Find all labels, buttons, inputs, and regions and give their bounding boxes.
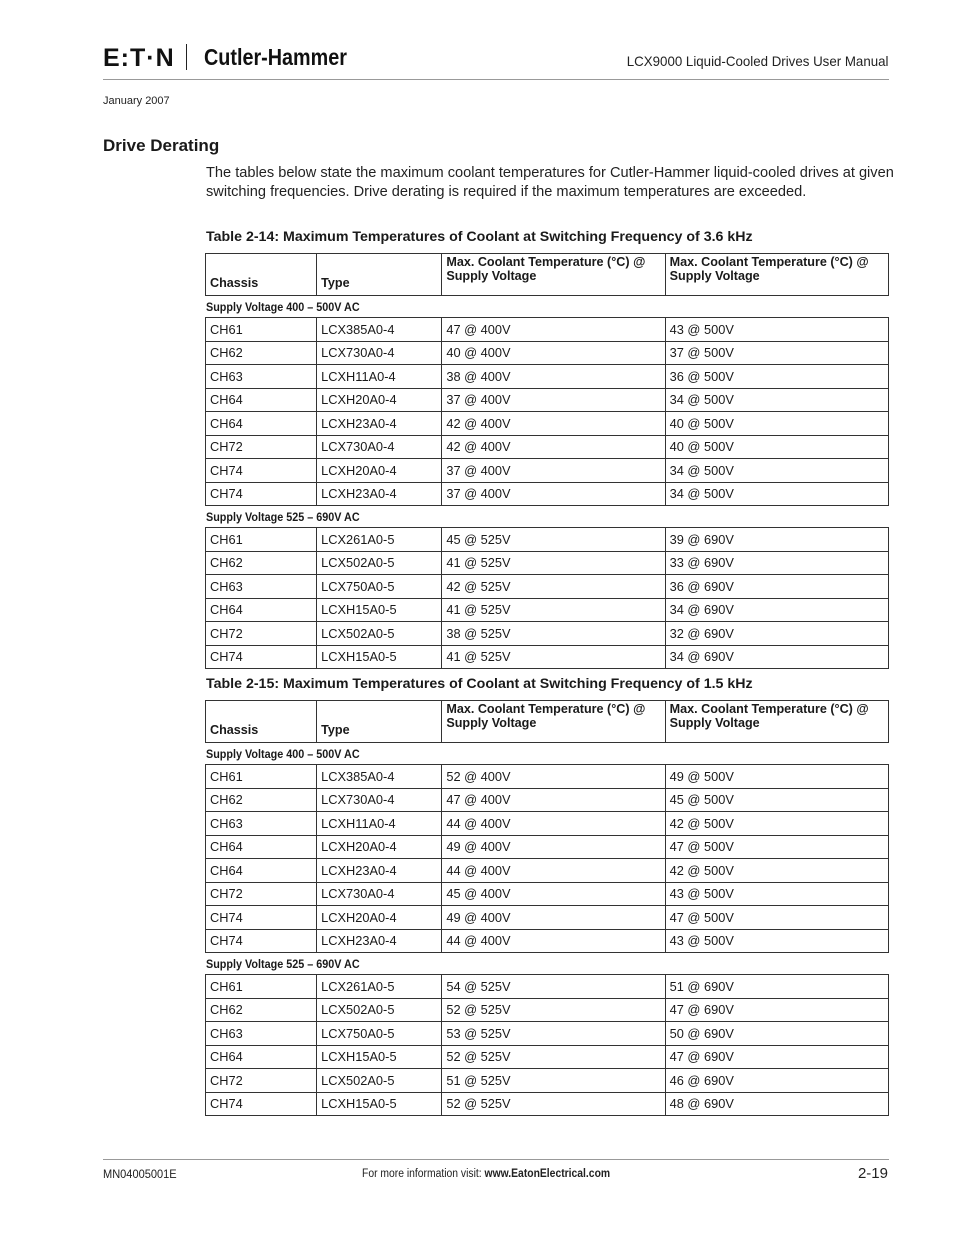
table-row: [206, 1022, 889, 1046]
cell-temp-high: 43 @ 500V: [665, 318, 888, 342]
table-row: [206, 435, 889, 459]
cell-temp-low: 44 @ 400V: [442, 859, 665, 883]
cell-temp-high: 47 @ 500V: [665, 906, 888, 930]
supply-voltage-text: Supply Voltage 525 – 690V AC: [205, 509, 360, 524]
supply-voltage-group-row: [206, 953, 889, 975]
cell-temp-low: 44 @ 400V: [442, 812, 665, 836]
logo-separator: [186, 44, 187, 70]
cell-temp-high: 33 @ 690V: [665, 551, 888, 575]
cell-temp-low: 52 @ 525V: [442, 998, 665, 1022]
cell-temp-high: 34 @ 500V: [665, 459, 888, 483]
cell-type: LCXH20A0-4: [317, 906, 442, 930]
cell-temp-low: 41 @ 525V: [442, 598, 665, 622]
cell-type: LCXH11A0-4: [317, 812, 442, 836]
cell-temp-low: 40 @ 400V: [442, 341, 665, 365]
cell-type: LCXH23A0-4: [317, 482, 442, 506]
cell-type: LCX261A0-5: [317, 975, 442, 999]
cell-temp-high: 51 @ 690V: [665, 975, 888, 999]
cell-temp-high: 43 @ 500V: [665, 929, 888, 953]
cell-temp-low: 42 @ 525V: [442, 575, 665, 599]
cell-temp-high: 43 @ 500V: [665, 882, 888, 906]
table-row: [206, 551, 889, 575]
cell-type: LCX730A0-4: [317, 788, 442, 812]
supply-voltage-group-row: [206, 743, 889, 765]
column-header-type: Type: [317, 701, 442, 743]
cell-chassis: CH64: [206, 859, 317, 883]
cell-temp-low: 53 @ 525V: [442, 1022, 665, 1046]
cell-chassis: CH74: [206, 906, 317, 930]
cell-temp-low: 45 @ 525V: [442, 528, 665, 552]
cell-temp-high: 37 @ 500V: [665, 341, 888, 365]
table-row: [206, 882, 889, 906]
cell-temp-high: 45 @ 500V: [665, 788, 888, 812]
cell-chassis: CH63: [206, 575, 317, 599]
cell-temp-high: 39 @ 690V: [665, 528, 888, 552]
cell-chassis: CH63: [206, 812, 317, 836]
cell-temp-low: 38 @ 400V: [442, 365, 665, 389]
table-row: [206, 459, 889, 483]
cell-temp-low: 49 @ 400V: [442, 906, 665, 930]
cell-temp-high: 34 @ 500V: [665, 482, 888, 506]
table-row: [206, 622, 889, 646]
cell-temp-low: 42 @ 400V: [442, 412, 665, 436]
cell-chassis: CH61: [206, 318, 317, 342]
column-header-chassis: Chassis: [206, 254, 317, 296]
cell-temp-low: 49 @ 400V: [442, 835, 665, 859]
cell-temp-high: 34 @ 500V: [665, 388, 888, 412]
table-caption: Table 2-14: Maximum Temperatures of Coolant at Switching Frequency of 3.6 kHz: [206, 229, 753, 245]
cell-temp-low: 47 @ 400V: [442, 788, 665, 812]
cell-chassis: CH62: [206, 341, 317, 365]
cell-chassis: CH61: [206, 765, 317, 789]
website-link[interactable]: www.EatonElectrical.com: [484, 1168, 611, 1180]
cell-chassis: CH64: [206, 598, 317, 622]
cell-temp-high: 42 @ 500V: [665, 859, 888, 883]
coolant-temp-table-1-5khz: [205, 700, 889, 1116]
column-header-chassis: Chassis: [206, 701, 317, 743]
table-row: [206, 598, 889, 622]
table-row: [206, 528, 889, 552]
table-row: [206, 975, 889, 999]
cell-chassis: CH61: [206, 975, 317, 999]
cell-temp-high: 32 @ 690V: [665, 622, 888, 646]
table-row: [206, 998, 889, 1022]
cell-chassis: CH74: [206, 1092, 317, 1116]
cell-type: LCX750A0-5: [317, 1022, 442, 1046]
cell-type: LCX502A0-5: [317, 551, 442, 575]
manual-title: LCX9000 Liquid-Cooled Drives User Manual: [626, 53, 888, 69]
cell-temp-high: 42 @ 500V: [665, 812, 888, 836]
cell-chassis: CH74: [206, 929, 317, 953]
publication-date: January 2007: [103, 95, 170, 107]
table-row: [206, 1092, 889, 1116]
table-row: [206, 341, 889, 365]
intro-paragraph: The tables below state the maximum coolant temperatures for Cutler-Hammer liquid-cooled drives at given switching frequencies. Drive derating is required if the maximum temperatures are exceeded.: [206, 165, 894, 200]
table-row: [206, 788, 889, 812]
more-info-text: For more information visit:: [362, 1168, 485, 1180]
cell-type: LCXH15A0-5: [317, 598, 442, 622]
cell-temp-high: 47 @ 690V: [665, 998, 888, 1022]
cell-type: LCX730A0-4: [317, 435, 442, 459]
cell-type: LCXH15A0-5: [317, 645, 442, 669]
cell-type: LCX502A0-5: [317, 1069, 442, 1093]
cell-type: LCX385A0-4: [317, 765, 442, 789]
cell-type: LCX750A0-5: [317, 575, 442, 599]
table-row: [206, 929, 889, 953]
eaton-logo: E:T·N: [103, 44, 175, 72]
supply-voltage-group-row: [206, 506, 889, 528]
cell-chassis: CH64: [206, 412, 317, 436]
cell-type: LCX502A0-5: [317, 622, 442, 646]
page-number: 2-19: [857, 1165, 888, 1182]
table-row: [206, 388, 889, 412]
cell-temp-low: 44 @ 400V: [442, 929, 665, 953]
cell-temp-low: 52 @ 525V: [442, 1092, 665, 1116]
cell-temp-low: 51 @ 525V: [442, 1069, 665, 1093]
cell-chassis: CH74: [206, 482, 317, 506]
cell-type: LCXH20A0-4: [317, 835, 442, 859]
supply-voltage-label: [206, 296, 889, 318]
brand-name: Cutler-Hammer: [204, 44, 347, 70]
cell-type: LCXH15A0-5: [317, 1045, 442, 1069]
cell-chassis: CH62: [206, 788, 317, 812]
cell-chassis: CH72: [206, 622, 317, 646]
cell-type: LCX730A0-4: [317, 341, 442, 365]
supply-voltage-text: Supply Voltage 525 – 690V AC: [205, 956, 360, 971]
coolant-temp-table-3-6khz: [205, 253, 889, 669]
table-caption: Table 2-15: Maximum Temperatures of Coolant at Switching Frequency of 1.5 kHz: [206, 676, 753, 692]
cell-chassis: CH63: [206, 1022, 317, 1046]
table-row: [206, 575, 889, 599]
table-row: [206, 412, 889, 436]
cell-temp-low: 45 @ 400V: [442, 882, 665, 906]
table-row: [206, 318, 889, 342]
cell-temp-high: 49 @ 500V: [665, 765, 888, 789]
table-row: [206, 1069, 889, 1093]
cell-chassis: CH64: [206, 1045, 317, 1069]
document-id: MN04005001E: [103, 1167, 177, 1181]
table-row: [206, 859, 889, 883]
cell-chassis: CH63: [206, 365, 317, 389]
cell-temp-low: 52 @ 525V: [442, 1045, 665, 1069]
cell-chassis: CH62: [206, 551, 317, 575]
cell-type: LCX385A0-4: [317, 318, 442, 342]
cell-temp-low: 42 @ 400V: [442, 435, 665, 459]
cell-chassis: CH72: [206, 435, 317, 459]
cell-type: LCXH20A0-4: [317, 388, 442, 412]
section-heading: Drive Derating: [103, 136, 220, 155]
column-header-type: Type: [317, 254, 442, 296]
table-row: [206, 645, 889, 669]
column-header-temp-low: Max. Coolant Temperature (°C) @ Supply Voltage: [442, 254, 665, 296]
table-row: [206, 365, 889, 389]
cell-chassis: CH61: [206, 528, 317, 552]
cell-temp-high: 34 @ 690V: [665, 645, 888, 669]
cell-type: LCXH11A0-4: [317, 365, 442, 389]
cell-temp-high: 50 @ 690V: [665, 1022, 888, 1046]
cell-type: LCX730A0-4: [317, 882, 442, 906]
cell-temp-high: 46 @ 690V: [665, 1069, 888, 1093]
cell-temp-low: 41 @ 525V: [442, 645, 665, 669]
cell-temp-low: 41 @ 525V: [442, 551, 665, 575]
supply-voltage-label: [206, 506, 889, 528]
column-header-temp-high: Max. Coolant Temperature (°C) @ Supply Voltage: [665, 254, 888, 296]
table-row: [206, 835, 889, 859]
supply-voltage-label: [206, 743, 889, 765]
cell-temp-high: 40 @ 500V: [665, 412, 888, 436]
cell-temp-low: 38 @ 525V: [442, 622, 665, 646]
supply-voltage-label: [206, 953, 889, 975]
cell-chassis: CH62: [206, 998, 317, 1022]
cell-chassis: CH74: [206, 459, 317, 483]
cell-temp-low: 37 @ 400V: [442, 482, 665, 506]
cell-type: LCXH15A0-5: [317, 1092, 442, 1116]
cell-type: LCXH23A0-4: [317, 859, 442, 883]
supply-voltage-text: Supply Voltage 400 – 500V AC: [205, 299, 360, 314]
column-header-temp-high: Max. Coolant Temperature (°C) @ Supply Voltage: [665, 701, 888, 743]
cell-temp-high: 47 @ 500V: [665, 835, 888, 859]
cell-type: LCX502A0-5: [317, 998, 442, 1022]
cell-chassis: CH72: [206, 882, 317, 906]
cell-type: LCX261A0-5: [317, 528, 442, 552]
cell-temp-low: 37 @ 400V: [442, 388, 665, 412]
cell-temp-high: 36 @ 690V: [665, 575, 888, 599]
cell-chassis: CH72: [206, 1069, 317, 1093]
column-header-temp-low: Max. Coolant Temperature (°C) @ Supply Voltage: [442, 701, 665, 743]
cell-temp-low: 47 @ 400V: [442, 318, 665, 342]
cell-temp-high: 34 @ 690V: [665, 598, 888, 622]
table-row: [206, 482, 889, 506]
table-row: [206, 1045, 889, 1069]
table-row: [206, 812, 889, 836]
table-row: [206, 765, 889, 789]
cell-type: LCXH23A0-4: [317, 412, 442, 436]
footer-divider: [103, 1159, 889, 1160]
more-info-line: [362, 1168, 610, 1180]
cell-temp-high: 47 @ 690V: [665, 1045, 888, 1069]
cell-temp-high: 36 @ 500V: [665, 365, 888, 389]
cell-temp-high: 48 @ 690V: [665, 1092, 888, 1116]
supply-voltage-text: Supply Voltage 400 – 500V AC: [205, 746, 360, 761]
cell-chassis: CH74: [206, 645, 317, 669]
cell-temp-low: 52 @ 400V: [442, 765, 665, 789]
cell-chassis: CH64: [206, 835, 317, 859]
cell-temp-low: 54 @ 525V: [442, 975, 665, 999]
supply-voltage-group-row: [206, 296, 889, 318]
header-divider: [103, 79, 889, 80]
cell-type: LCXH20A0-4: [317, 459, 442, 483]
cell-type: LCXH23A0-4: [317, 929, 442, 953]
cell-temp-high: 40 @ 500V: [665, 435, 888, 459]
table-row: [206, 906, 889, 930]
cell-chassis: CH64: [206, 388, 317, 412]
cell-temp-low: 37 @ 400V: [442, 459, 665, 483]
